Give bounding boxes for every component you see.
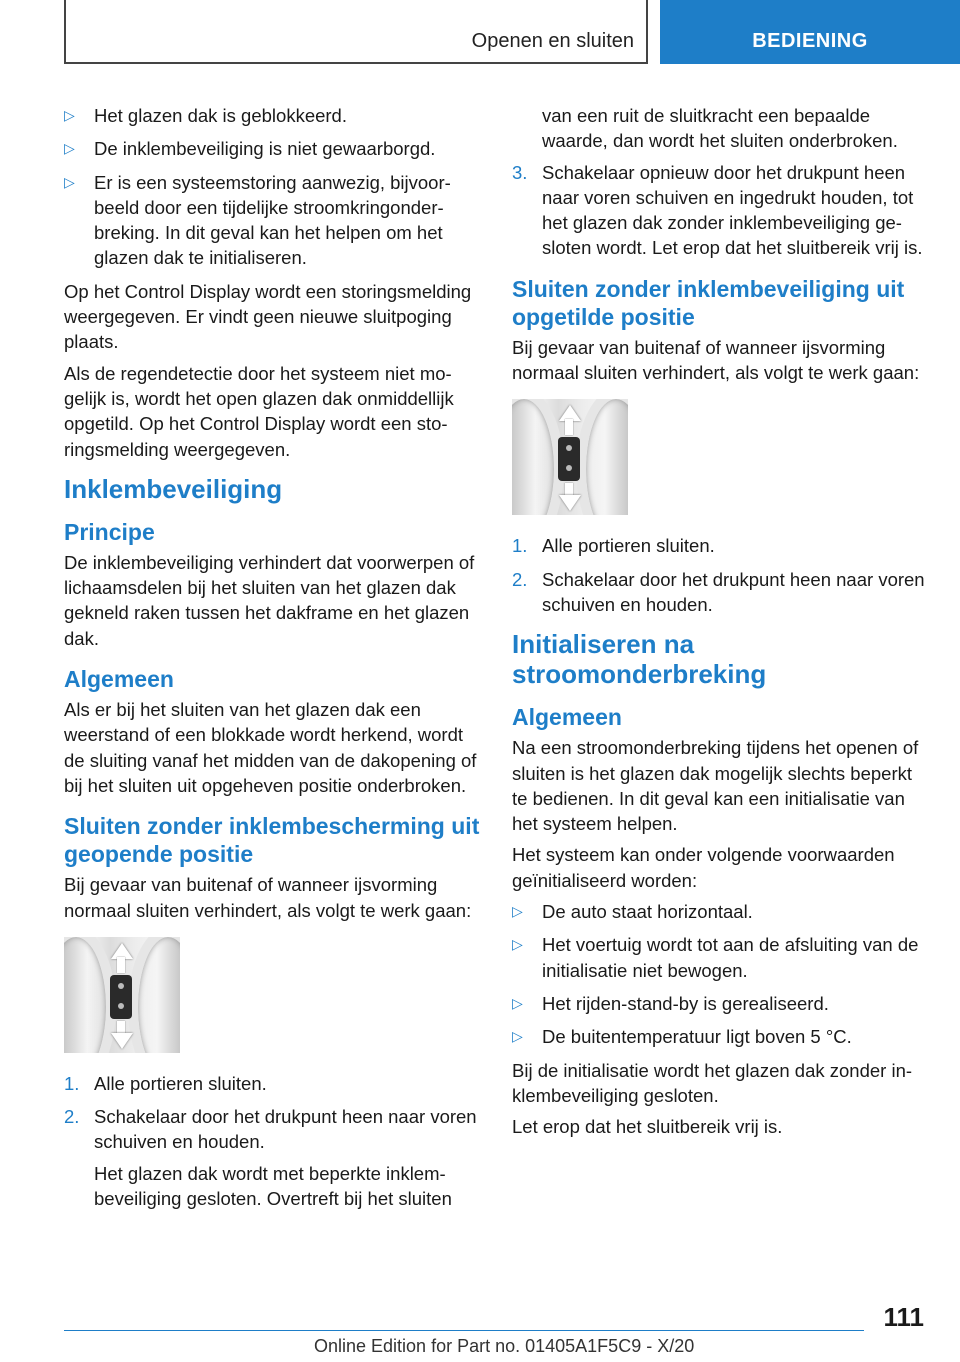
right-column [512, 103, 928, 1145]
list-item: 1. Alle portieren sluiten. [64, 1072, 267, 1094]
triangle-bullet-icon: ▷ [64, 140, 75, 157]
steps-list [64, 1071, 480, 1155]
paragraph: Als er bij het sluiten van het glazen dak een weerstand of een blokkade wordt herkend, wordt de sluiting vanaf het midden van de dakopening of bij het sluiten uit opgeheven positie onderbroken. [64, 699, 477, 796]
heading-inklembeveiliging: Inklembeveiliging [64, 473, 283, 504]
paragraph: Bij gevaar van buitenaf of wanneer ijsvorming normaal sluiten verhindert, als volgt te werk gaan: [512, 336, 920, 384]
list-item: 2. Schakelaar door het drukpunt heen naar voren schuiven en houden. [64, 1106, 477, 1153]
triangle-bullet-icon: ▷ [512, 903, 523, 920]
triangle-bullet-icon: ▷ [64, 107, 75, 123]
heading-sluiten-opgetild: Sluiten zonder inklembeveiliging uit opgetilde positie [512, 275, 905, 330]
list-item: ▷ Het glazen dak is geblokkeerd. [64, 103, 480, 128]
paragraph: Als de regendetectie door het systeem niet mogelijk is, wordt het open glazen dak onmiddellijk opgetild. Op het Control Display wordt een storingsmelding weergegeven. [64, 362, 454, 460]
triangle-bullet-icon: ▷ [64, 173, 75, 190]
list-item: ▷ Het voertuig wordt tot aan de afsluiting van de initialisatie niet bewogen. [512, 934, 919, 981]
left-column [64, 103, 480, 1217]
triangle-bullet-icon: ▷ [512, 936, 523, 953]
header-section-tab [64, 0, 648, 64]
roof-switch-image [512, 399, 628, 515]
page-number: 111 [883, 1302, 924, 1332]
condition-list [512, 899, 928, 1049]
arrow-down-icon [559, 495, 581, 511]
condition-list [64, 103, 480, 271]
heading-initialiseren: Initialiseren na stroomonderbreking [512, 629, 767, 690]
roof-switch-image [64, 937, 180, 1053]
heading-sluiten-geopend: Sluiten zonder inklembescherming uit geopende positie [64, 813, 480, 868]
paragraph: Bij gevaar van buitenaf of wanneer ijsvorming normaal sluiten verhindert, als volgt te werk gaan: [64, 874, 472, 921]
list-item: ▷ Er is een systeemstoring aanwezig, bijvoorbeeld door een tijdelijke stroomkringonderbreking. In dit geval kan het helpen om het glazen dak te initialiseren. [64, 171, 451, 269]
list-item: ▷ De buitentemperatuur ligt boven 5 °C. [512, 1024, 928, 1049]
section-title: Openen en sluiten [471, 30, 634, 52]
heading-algemeen: Algemeen [512, 704, 622, 731]
steps-list [512, 533, 928, 617]
switch-knob [110, 975, 132, 1019]
triangle-bullet-icon: ▷ [512, 1028, 523, 1045]
paragraph: De inklembeveiliging verhindert dat voorwerpen of lichaamsdelen bij het sluiten van het glazen dak gekneld raken tussen het dakframe en het glazen dak. [64, 551, 475, 649]
switch-knob [558, 437, 580, 481]
step-continuation: Het glazen dak wordt met beperkte inklembeveiliging gesloten. Overtreft bij het sluiten [94, 1162, 452, 1210]
list-item: 3. Schakelaar opnieuw door het drukpunt heen naar voren schuiven en ingedrukt houden, tot het glazen dak zonder inklembeveiliging gesloten wordt. Let erop dat het sluitbereik vrij is. [512, 161, 923, 259]
arrow-down-icon [111, 1033, 133, 1049]
footer-edition: Online Edition for Part no. 01405A1F5C9 - X/20 [314, 1336, 695, 1356]
list-item: ▷ De inklembeveiliging is niet gewaarborgd. [64, 136, 480, 161]
paragraph: Het systeem kan onder volgende voorwaarden geïnitialiseerd worden: [512, 844, 895, 891]
list-item: 1. Alle portieren sluiten. [512, 535, 715, 557]
step-continuation: van een ruit de sluitkracht een bepaalde waarde, dan wordt het sluiten onderbroken. [542, 105, 898, 152]
paragraph: Op het Control Display wordt een storingsmelding weergegeven. Er vindt geen nieuwe sluitpoging plaats. [64, 280, 472, 353]
header-chapter-tab [660, 0, 960, 64]
list-item: ▷ Het rijden-stand-by is gerealiseerd. [512, 991, 928, 1016]
list-item: 2. Schakelaar door het drukpunt heen naar voren schuiven en houden. [512, 568, 925, 615]
paragraph: Bij de initialisatie wordt het glazen dak zonder inklembeveiliging gesloten. [512, 1059, 913, 1106]
chapter-title: BEDIENING [752, 30, 868, 52]
heading-principe: Principe [64, 518, 155, 545]
footer-divider [64, 1330, 864, 1331]
paragraph: Let erop dat het sluitbereik vrij is. [512, 1116, 783, 1138]
list-item: ▷ De auto staat horizontaal. [512, 899, 928, 924]
triangle-bullet-icon: ▷ [512, 994, 523, 1011]
heading-algemeen: Algemeen [64, 666, 174, 693]
paragraph: Na een stroomonderbreking tijdens het openen of sluiten is het glazen dak mogelijk slechts beperkt te bedienen. In dit geval kan een initialisatie van het systeem helpen. [512, 737, 919, 835]
steps-list [512, 160, 928, 261]
